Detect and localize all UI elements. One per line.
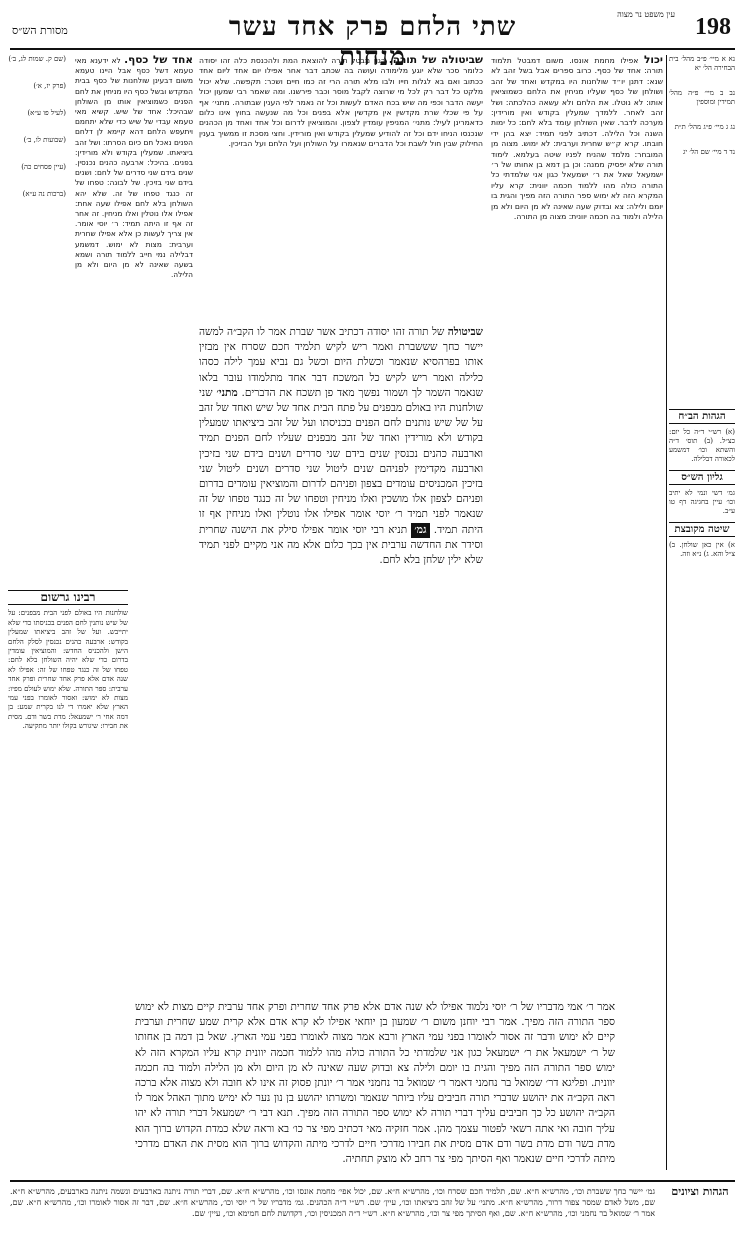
gemara-column: [199, 325, 483, 993]
mesoret-ref: (שבועות לו, ב׳): [23, 136, 66, 144]
tosafot-opening-word: אחד של כסף.: [124, 55, 193, 66]
hagahot-habach-title: הגהות הב״ח: [669, 409, 735, 424]
ein-mishpat-heading: עין משפט נר מצוה: [617, 10, 675, 19]
ein-mishpat-ref: נא א מיי׳ פ״ב מהל׳ בית הבחירה הל׳ יא: [669, 55, 735, 72]
mishna-text: שני שולחנות היו באולם מבפנים על פתח הבית אחד של שיש ואחד של זהב על של שיש נותנים לחם הפנים בכניסתו ועל של זהב ביציאתו שמעלין בקודש ולא מורידין ואחד של זהב מבפנים שעליו לחם הפנים תמיד וארבעה כהנים נכנסין שנים בידם שני סדרים ושנים בידם שני בזיכין וארבעה מקדימין לפניהם שנים ליטול שני סדרים ושנים ליטול שני בזיכין המכניסים עומדים בצפון ופניהם לדרום והמוציאין עומדים בדרום ופניהם לצפון אלו מושכין ואלו מניחין וטפחו של זה כנגד טפחו של זה שנאמר לפני תמיד ר׳ יוסי אומר אפילו אלו נוטלין ואלו מניחין אף זו היתה תמיד.: [199, 386, 483, 536]
rashi-opening-word: יכול: [644, 55, 663, 66]
mesoret-ref: (שם ק. שמות לג, ב׳): [8, 55, 66, 63]
page-number: 198: [695, 14, 731, 40]
mesoret-ref: (עיין פסחים כה): [21, 163, 66, 171]
rashi-column: [491, 55, 663, 995]
gilyon-hashas-title: גליון הש״ס: [669, 470, 735, 485]
ein-mishpat-column: [669, 55, 735, 1170]
gemara-continuation: תניא רבי יוסי אומר אפילו סילק את הישנה שחרית וסידר את החדשה ערבית אין בכך כלום אלא מה אני מקיים לפני תמיד שלא ילין שלחן בלא לחם.: [199, 523, 483, 567]
ein-mishpat-ref: נב ב מיי׳ פ״ה מהל׳ תמידין ומוספין: [669, 89, 735, 106]
gemara-wide-block: [135, 1000, 615, 1170]
commentary-top-block: [199, 55, 483, 317]
gemara-opening-word: שביטולה: [447, 326, 483, 338]
footer-text: גמ׳ יישר כחך ששברת וכו׳, מהרש״א ח״א. שם, תלמיד חכם שסרח וכו׳, מהרש״א ח״א. שם, יכול אפי׳ מחמת אונסו וכו׳, מהרש״א ח״א. שם, דברי תורה ניתנה בארבעים ונשמה ניתנה בארבעים, מהרש״א ח״א. שם, משל לאדם שמסר צפור דרור, מהרש״א ח״א. מתני׳ על של זהב ביציאתו וכו׳, עיין׳ שם. רש״י ד״ה הכהנים. גמ׳ מדבריו של ר׳ יוסי וכו׳, מהרש״א ח״א. שם, דבר זה אסור לאומרו וכו׳, מהרש״א ח״א. שם, אמר ר׳ שמואל בר נחמני וכו׳, מהרש״א ח״א. שם, ואף הסיתך מפי צר וכו׳, מהרש״א ח״א. רש״י ד״ה המכניסין וכו׳, דקדושת לחם חמימא וכו׳, עיין׳ שם.: [10, 1187, 655, 1218]
ein-mishpat-ref: נד ד מיי׳ שם הל׳ יג: [683, 148, 735, 156]
mesoret-hashas-column: [8, 55, 66, 575]
column-rule: [666, 55, 667, 1170]
tosafot-text: לא ידענא מאי טעמא דשל כסף אבל היינו טעמא משום דבעינן שולחנות של כסף בבית המקדש ובשל כסף היו מניחין את לחם הפנים כשמוציאין אותו מן השולחן שבהיכל: אחד של שיש. קשיא מאי טעמא עבדי של שיש כדי שלא יתחמם ויתעפש הלחם דהא קיימא לן דלחם הפנים נאכל חם כיום הסרתו: ושל זהב ביציאתו. שמעלין בקודש ולא מורידין: בפנים. בהיכל: ארבעה כהנים נכנסין. שנים בידם שני סדרים של לחם: ושנים בידם שני בזיכין. של לבונה: טפחו של זה כנגד טפחו של זה. שלא יהא השולחן בלא לחם אפילו שעה אחת: אפילו אלו נוטלין ואלו מניחין. זה אחר זה אף זו היתה תמיד: ר׳ יוסי אומר. אין צריך לעשות כן אלא אפילו שחרית וערבית: מצות לא ימוש. דמשמע דבלילה נמי חייב ללמוד תורה ושמא בשעה שאינה לא מן היום ולא מן הלילה.: [75, 56, 193, 280]
gemara-label: גמ׳: [411, 523, 429, 538]
shita-mekubetzet-title: שיטה מקובצת: [669, 522, 735, 537]
gilyon-hashas-text: גמ׳ דשי ונמי לא יתיב וכו׳ עיין בחגיגה דף טו ע״ב.: [669, 489, 735, 515]
rabenu-gershom-column: [8, 590, 128, 990]
mesoret-ref: (לעיל פו ע״א): [27, 109, 66, 117]
footer-notes: [10, 1180, 735, 1244]
hagahot-habach-text: (א) רש״י ד״ה כל יום: כצ״ל. (ב) תוס׳ ד״ה והשתא וכו׳ דמשמע לכאורה דבלילה.: [669, 428, 735, 463]
gemara-wide-text: אמר ר׳ אמי מדבריו של ר׳ יוסי נלמוד אפילו לא שנה אדם אלא פרק אחד שחרית ופרק אחד ערבית קיים מצות לא ימוש ספר התורה הזה מפיך. אמר רבי יוחנן משום ר׳ שמעון בן יוחאי אפילו לא קרא אדם אלא קרית שמע שחרית וערבית קיים לא ימוש ודבר זה אסור לאומרו בפני עמי הארץ ורבא אמר מצוה לאומרו בפני עמי הארץ. שאל בן דמה בן אחותו של ר׳ ישמעאל את ר׳ ישמעאל כגון אני שלמדתי כל התורה כולה מהו ללמוד חכמה יוונית קרא עליו המקרא הזה לא ימוש ספר התורה הזה מפיך והגית בו יומם ולילה צא ובדוק שעה שאינה לא מן היום ולא מן הלילה ולמוד בה חכמה יוונית. ופליגא דר׳ שמואל בר נחמני דאמר ר׳ שמואל בר נחמני אמר ר׳ יונתן פסוק זה אינו לא חובה ולא מצוה אלא ברכה ראה הקב״ה את יהושע שדברי תורה חביבים עליו ביותר שנאמר ומשרתו יהושע בן נון נער לא ימיש מתוך האהל אמר לו הקב״ה יהושע כל כך חביבים עליך דברי תורה לא ימוש ספר התורה הזה מפיך. תנא דבי ר׳ ישמעאל דברי תורה לא יהו עליך חובה ואי אתה רשאי לפטור עצמך מהן. אמר חזקיה מאי דכתיב מפי צר כו׳ בא וראה שלא כמדת הקדוש ברוך הוא מדת בשר ודם מדת בשר ודם אדם מסית את חבירו מדרכי חיים לדרכי מיתה והקדוש ברוך הוא מסית את האדם מדרכי מיתה לדרכי חיים שנאמר ואף הסיתך מפי צר רחב לא מוצק תחתיה.: [135, 1001, 615, 1166]
mesoret-ref: (ברכות נה ע״א): [22, 190, 66, 198]
mesoret-heading: מסורת הש״ס: [12, 24, 68, 37]
shita-mekubetzet-text: א) אין כאן שולחן. ב) צ״ל והא. ג) נ״א וזה.: [669, 541, 735, 558]
gemara-text: של תורה זהו יסודה דכתיב אשר שברת אמר לו הקב״ה למשה יישר כחך שששברת ואמר ריש לקיש תלמיד חכם שסרח אין מבזין אותו בפרהסיא שנאמר וכשלת היום וכשל גם נביא עמך לילה כסהו כלילה ואמר ריש לקיש כל המשכח דבר אחד מתלמודו עובר בלאו שנאמר השמר לך ושמור נפשך מאד פן תשכח את הדברים.: [199, 326, 483, 399]
commentary-top-text: כגון מבטל תורה להוצאת המת ולהכנסת כלה זהו יסודה כלומר סכר שלא יוגע מלימודה ועושה בה שכתב דבר אחר אפילו יום אחד ליום אחד ככתוב ואם בא לגלות חייו ולבו מלא תורה הרי זה כמו חיים ושכר: תקפשה. שלא יכול מלקט כל דבר רק לכל מי שרוצה לקבל מוסר וכבר פירשנו. ומה שאמר רבי שמעון יכול יעשה הדבר וכפי מה שיש בכח האדם לעשות וכל זה נאמר לפי הענין שבתורה. מתני׳ אף על פי שכלי שרת מקדשין אין מקדשין אלא בפנים וכל מה שנעשה בחוץ אינו כלום כדאמרינן לעיל: מתני׳ המניפין עומדין לצפון. והמוציאין לדרום וכל אחד ואחד מן הכהנים שנכנסו הניחו ידם וכל זה להודיע שמעלין בקודש ואין מורידין. וחצי מסכת זו ממשיך בענין החילוק שבין חול לשבת וכל הדברים שנאמרו על השולחן ועל הלחם ועל הבזיכין.: [199, 56, 483, 149]
rashi-text: אפילו מחמת אונסו. משום דמבטל תלמוד תורה: אחד של כסף. כרוב ספרים אבל בשל זהב לא שנא: דתנן יו״ד שולחנות היו במקדש ואחד של זהב ושולחן של כסף שעליו מניחין את הלחם כשמוציאין אותו: לא נוטלו. את הלחם ולא עשאה כהלכתה: ושל זהב לאחר. ללמדך שמעלין בקודש ואין מורידין: מערכה לדבר. שאין השולחן עומד בלא לחם: כל ימות השנה וכל הלילה. דכתיב לפני תמיד: יצא בהן ידי חובתו. קרא ק״ש שחרית וערבית: לא ימוש. מצוה מן המובחר: מלמד שהניח לפניו שיטה בעלמא. לימוד תורה שלא יפסיק ממנה: וכן בן דמא בן אחותו של ר׳ ישמעאל שאל את ר׳ ישמעאל כגון אני שלמדתי כל התורה כולה מהו ללמוד חכמה יוונית: קרא עליו המקרא הזה לא ימוש ספר התורה הזה מפיך והגית בו יומם ולילה: צא ובדוק שעה שאינה לא מן היום ולא מן הלילה ולמוד בה חכמה יוונית: מצוה מן התורה.: [491, 56, 663, 222]
rabenu-gershom-title: רבינו גרשום: [8, 590, 128, 605]
rabenu-gershom-text: שולחנות היו באולם לפני הבית מבפנים: על של שיש נותנין לחם הפנים בכניסתו כדי שלא יתייבש. ועל של זהב ביציאתו שמעלין בקודש: ארבעה כהנים נכנסין לסלק הלחם הישן ולהכניס החדש: והמוציאין עומדין בדרום כדי שלא יהיה השולחן בלא לחם: טפחו של זה כנגד טפחו של זה: אפילו לא שנה אדם אלא פרק אחד שחרית ופרק אחד ערבית: ספר התורה. שלא ימוש לעולם מפיו: מצות לא ימוש: ואסור לאומרו בפני עמי הארץ שלא יאמרו די לנו בקרית שמע: בן דמה אחי ר׳ ישמעאל: מדת בשר ודם. מסית את חבירו: שיגורש בקולו יותר מתקיעה.: [8, 609, 128, 731]
page-title: שתי הלחם פרק אחד עשר מנחות: [228, 12, 517, 72]
tosafot-column: [75, 55, 193, 575]
commentary-top-opening: שביטולה של תורה.: [388, 55, 483, 66]
mesoret-ref: (פרק יז, א׳): [33, 82, 66, 90]
ein-mishpat-ref: נג ג מיי׳ פ״ג מהל׳ ת״ת: [674, 123, 735, 131]
mishna-label: מתני׳: [216, 386, 238, 399]
footer-title: הגהות וציונים: [671, 1185, 729, 1198]
